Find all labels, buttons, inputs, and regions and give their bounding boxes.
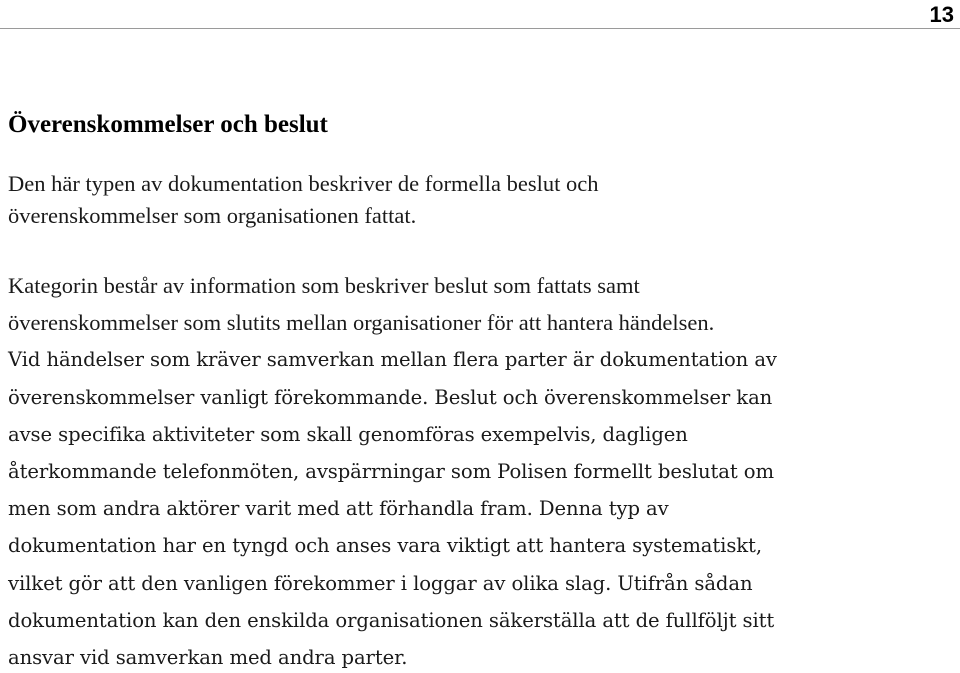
- body-line: dokumentation kan den enskilda organisationen säkerställa att de fullföljt sitt: [8, 608, 775, 632]
- body-line: ansvar vid samverkan med andra parter.: [8, 646, 408, 670]
- page-number: 13: [929, 2, 954, 27]
- body-line: överenskommelser som slutits mellan organisationer för att hantera händelsen.: [8, 310, 715, 336]
- body-line: Kategorin består av information som beskriver beslut som fattats samt: [8, 273, 640, 298]
- body-line: avse specifika aktiviteter som skall genomföras exempelvis, dagligen: [8, 422, 688, 446]
- body-line: Vid händelser som kräver samverkan mellan flera parter är dokumentation av: [8, 348, 777, 372]
- body-paragraph: [8, 267, 953, 673]
- intro-paragraph: [8, 168, 948, 232]
- intro-line: Den här typen av dokumentation beskriver de formella beslut och: [8, 171, 599, 196]
- body-line: men som andra aktörer varit med att förhandla fram. Denna typ av: [8, 497, 669, 521]
- body-line: överenskommelser vanligt förekommande. Beslut och överenskommelser kan: [8, 385, 773, 409]
- header-rule: [0, 28, 960, 29]
- body-line: vilket gör att den vanligen förekommer i loggar av olika slag. Utifrån sådan: [8, 571, 753, 595]
- intro-line: överenskommelser som organisationen fattat.: [8, 203, 417, 228]
- section-heading: Överenskommelser och beslut: [8, 111, 328, 138]
- body-line: dokumentation har en tyngd och anses vara viktigt att hantera systematiskt,: [8, 534, 762, 558]
- body-line: återkommande telefonmöten, avspärrningar som Polisen formellt beslutat om: [8, 460, 774, 484]
